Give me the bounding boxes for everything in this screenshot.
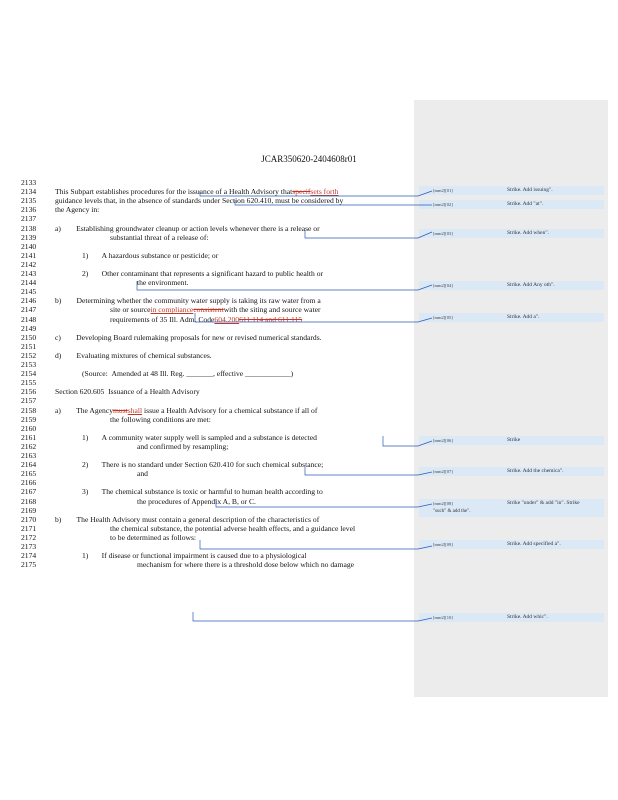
deleted-text: consistent — [193, 305, 224, 315]
document-line — [21, 524, 421, 533]
document-line — [21, 442, 421, 451]
document-line — [21, 396, 421, 405]
line-number: 2164 — [21, 460, 37, 470]
document-line — [21, 378, 421, 387]
text-run: 1) A hazardous substance or pesticide; or — [82, 250, 219, 260]
line-text — [82, 369, 293, 378]
document-line — [21, 415, 421, 424]
line-number: 2142 — [21, 259, 37, 269]
line-text — [137, 442, 228, 451]
document-line — [21, 205, 421, 214]
inserted-text: sets forth — [310, 187, 339, 197]
line-text — [110, 415, 211, 424]
document-line — [21, 460, 421, 469]
deleted-text: 611.114 and 611.115 — [239, 314, 303, 324]
line-number: 2157 — [21, 396, 37, 406]
line-text — [55, 387, 200, 396]
comment-text: Strike. Add "at". — [507, 201, 544, 207]
document-line — [21, 487, 421, 496]
comment-text: Strike. Add whic". — [507, 614, 548, 620]
text-run: 1) A community water supply well is sampled and a substance is detected — [82, 432, 317, 442]
comment-balloon[interactable] — [419, 467, 604, 476]
line-number: 2135 — [21, 196, 37, 206]
comment-text: Strike. Add the chemica". — [507, 468, 564, 474]
line-text — [82, 551, 307, 560]
line-number: 2150 — [21, 332, 37, 342]
connector-10 — [193, 612, 432, 621]
comment-author: [mm2][01] — [433, 188, 453, 193]
line-number: 2149 — [21, 323, 37, 333]
line-number: 2137 — [21, 214, 37, 224]
line-text — [55, 196, 343, 205]
line-number: 2158 — [21, 405, 37, 415]
text-run: b) Determining whether the community water supply is taking its raw water from a — [55, 296, 321, 306]
document-line — [21, 269, 421, 278]
inserted-text: shall — [127, 405, 143, 415]
line-text — [82, 433, 317, 442]
comment-author: [mm2][02] — [433, 202, 453, 207]
line-number: 2140 — [21, 241, 37, 251]
inserted-text: 604.200 — [214, 314, 240, 324]
comment-balloon[interactable] — [419, 229, 604, 238]
document-line — [21, 305, 421, 314]
line-number: 2147 — [21, 305, 37, 315]
line-number: 2162 — [21, 441, 37, 451]
line-number: 2143 — [21, 269, 37, 278]
document-line — [21, 551, 421, 560]
text-run: guidance levels that, in the absence of standards under Section 620.410, must be considered by — [55, 196, 344, 206]
comment-balloon[interactable] — [419, 281, 604, 290]
text-run: site or source — [110, 305, 151, 315]
line-number: 2152 — [21, 350, 37, 360]
line-text — [55, 205, 99, 214]
comment-balloon[interactable] — [419, 200, 604, 209]
document-line — [21, 560, 421, 569]
line-text — [110, 533, 196, 542]
line-text — [82, 269, 323, 278]
text-run: the following conditions are met: — [110, 414, 211, 424]
inserted-text: in compliance — [150, 305, 194, 315]
document-line — [21, 324, 421, 333]
line-number: 2174 — [21, 551, 37, 561]
document-line — [21, 497, 421, 506]
document-line — [21, 251, 421, 260]
line-text — [137, 497, 256, 506]
line-number: 2141 — [21, 250, 37, 260]
text-run: c) Developing Board rulemaking proposals for new or revised numerical standards. — [55, 332, 322, 342]
text-run: 2) Other contaminant that represents a significant hazard to public health or — [82, 269, 324, 278]
line-number: 2153 — [21, 360, 37, 369]
document-line — [21, 278, 421, 287]
document-line — [21, 351, 421, 360]
line-number: 2155 — [21, 378, 37, 388]
text-run: issue a Health Advisory for a chemical substance if all of — [142, 405, 318, 415]
text-run: requirements of 35 Ill. Adm. Code — [110, 314, 215, 324]
line-text — [55, 351, 212, 360]
deleted-text: specif — [292, 187, 311, 197]
comment-text: "such" & add the". — [433, 509, 471, 514]
line-number: 2146 — [21, 296, 37, 306]
text-run: and confirmed by resampling; — [137, 441, 229, 451]
text-run: 1) If disease or functional impairment is caused due to a physiological — [82, 551, 307, 561]
text-run: (Source: Amended at 48 Ill. Reg. _______, effective ____________) — [82, 369, 294, 379]
line-number: 2168 — [21, 496, 37, 506]
comment-text: Strike. Add when". — [507, 230, 549, 236]
line-number: 2145 — [21, 287, 37, 297]
text-run: to be determined as follows: — [110, 532, 197, 542]
line-number: 2159 — [21, 414, 37, 424]
comment-author: [mm2][05] — [433, 315, 453, 320]
line-number: 2160 — [21, 423, 37, 433]
document-line — [21, 242, 421, 251]
text-run: 2) There is no standard under Section 620.410 for such chemical substance; — [82, 460, 324, 470]
line-number: 2133 — [21, 178, 37, 187]
document-line — [21, 478, 421, 487]
line-number: 2134 — [21, 187, 37, 197]
line-text — [137, 469, 148, 478]
document-line — [21, 214, 421, 223]
comment-author: [mm2][09] — [433, 542, 453, 547]
document-line — [21, 433, 421, 442]
line-number: 2151 — [21, 341, 37, 351]
text-run: This Subpart establishes procedures for the issuance of a Health Advisory that — [55, 187, 293, 197]
comment-balloon[interactable] — [419, 186, 604, 195]
comment-author: [mm2][03] — [433, 231, 453, 236]
line-number: 2170 — [21, 514, 37, 524]
line-number: 2163 — [21, 451, 37, 460]
comment-text: Strike. Add issuing". — [507, 187, 553, 193]
comment-author: [mm2][10] — [433, 615, 453, 620]
text-run: mechanism for where there is a threshold dose below which no damage — [137, 560, 354, 570]
comment-text: Strike. Add specified a". — [507, 541, 561, 547]
text-run: with the siting and source water — [223, 305, 321, 315]
line-text — [55, 515, 319, 524]
comment-balloon[interactable] — [419, 613, 604, 622]
document-line — [21, 178, 421, 187]
line-number: 2169 — [21, 505, 37, 515]
line-text — [137, 278, 188, 287]
text-run: b) The Health Advisory must contain a general description of the characteristics of — [55, 514, 320, 524]
text-run: and — [137, 469, 148, 479]
line-number: 2156 — [21, 387, 37, 397]
line-number: 2171 — [21, 523, 37, 533]
comment-balloon[interactable] — [419, 436, 604, 445]
document-line — [21, 533, 421, 542]
document-line — [21, 469, 421, 478]
comment-author: [mm2][07] — [433, 469, 453, 474]
line-text — [137, 560, 354, 569]
line-number: 2138 — [21, 223, 37, 233]
document-line — [21, 360, 421, 369]
line-number: 2139 — [21, 232, 37, 242]
line-number: 2175 — [21, 560, 37, 570]
text-run: the Agency in: — [55, 205, 100, 215]
line-number: 2166 — [21, 478, 37, 488]
text-run: substantial threat of a release of: — [110, 232, 209, 242]
document-line — [21, 542, 421, 551]
comment-balloon[interactable] — [419, 313, 604, 322]
text-run: a) The Agency — [55, 405, 113, 415]
text-run: the environment. — [137, 278, 189, 288]
comment-text: Strike "under" & add "in". Strike — [507, 500, 580, 506]
document-line — [21, 369, 421, 378]
comment-author: [mm2][08] — [433, 501, 453, 506]
document-line — [21, 287, 421, 296]
comment-author: [mm2][04] — [433, 283, 453, 288]
line-text — [110, 315, 302, 324]
line-number: 2161 — [21, 432, 37, 442]
document-line — [21, 187, 421, 196]
comment-balloon[interactable] — [419, 499, 604, 517]
text-run: a) Establishing groundwater cleanup or action levels whenever there is a release or — [55, 223, 320, 233]
document-line — [21, 315, 421, 324]
line-text — [110, 524, 355, 533]
document-header: JCAR350620-2404608r01 — [261, 154, 357, 164]
document-line — [21, 424, 421, 433]
line-number: 2136 — [21, 205, 37, 215]
deleted-text: must — [113, 405, 128, 415]
line-text — [110, 233, 208, 242]
document-line — [21, 224, 421, 233]
document-line — [21, 260, 421, 269]
comment-author: [mm2][06] — [433, 438, 453, 443]
document-line — [21, 515, 421, 524]
document-line — [21, 196, 421, 205]
line-number: 2148 — [21, 314, 37, 324]
line-text — [55, 224, 320, 233]
line-text — [110, 305, 320, 314]
text-run: the chemical substance, the potential adverse health effects, and a guidance level — [110, 523, 356, 533]
document-line — [21, 233, 421, 242]
text-run: Section 620.605 Issuance of a Health Advisory — [55, 387, 200, 397]
line-text — [55, 187, 338, 196]
comment-text: Strike. Add a". — [507, 314, 540, 320]
comment-balloon[interactable] — [419, 540, 604, 549]
line-text — [82, 251, 218, 260]
line-number: 2154 — [21, 369, 37, 379]
text-run: d) Evaluating mixtures of chemical substances. — [55, 350, 212, 360]
line-number: 2144 — [21, 278, 37, 288]
text-run: 3) The chemical substance is toxic or harmful to human health according to — [82, 487, 323, 497]
document-line — [21, 387, 421, 396]
line-text — [55, 333, 322, 342]
line-text — [82, 460, 323, 469]
line-number: 2167 — [21, 487, 37, 497]
line-number: 2172 — [21, 532, 37, 542]
document-line — [21, 296, 421, 305]
line-number: 2165 — [21, 469, 37, 479]
document-line — [21, 451, 421, 460]
line-text — [55, 296, 321, 305]
document-line — [21, 406, 421, 415]
line-text — [55, 406, 317, 415]
line-text — [82, 487, 323, 496]
document-line — [21, 506, 421, 515]
text-run: the procedures of Appendix A, B, or C. — [137, 496, 256, 506]
document-line — [21, 333, 421, 342]
comment-text: Strike — [507, 437, 521, 443]
document-line — [21, 342, 421, 351]
comment-text: Strike. Add Any oth". — [507, 282, 555, 288]
line-number: 2173 — [21, 542, 37, 551]
